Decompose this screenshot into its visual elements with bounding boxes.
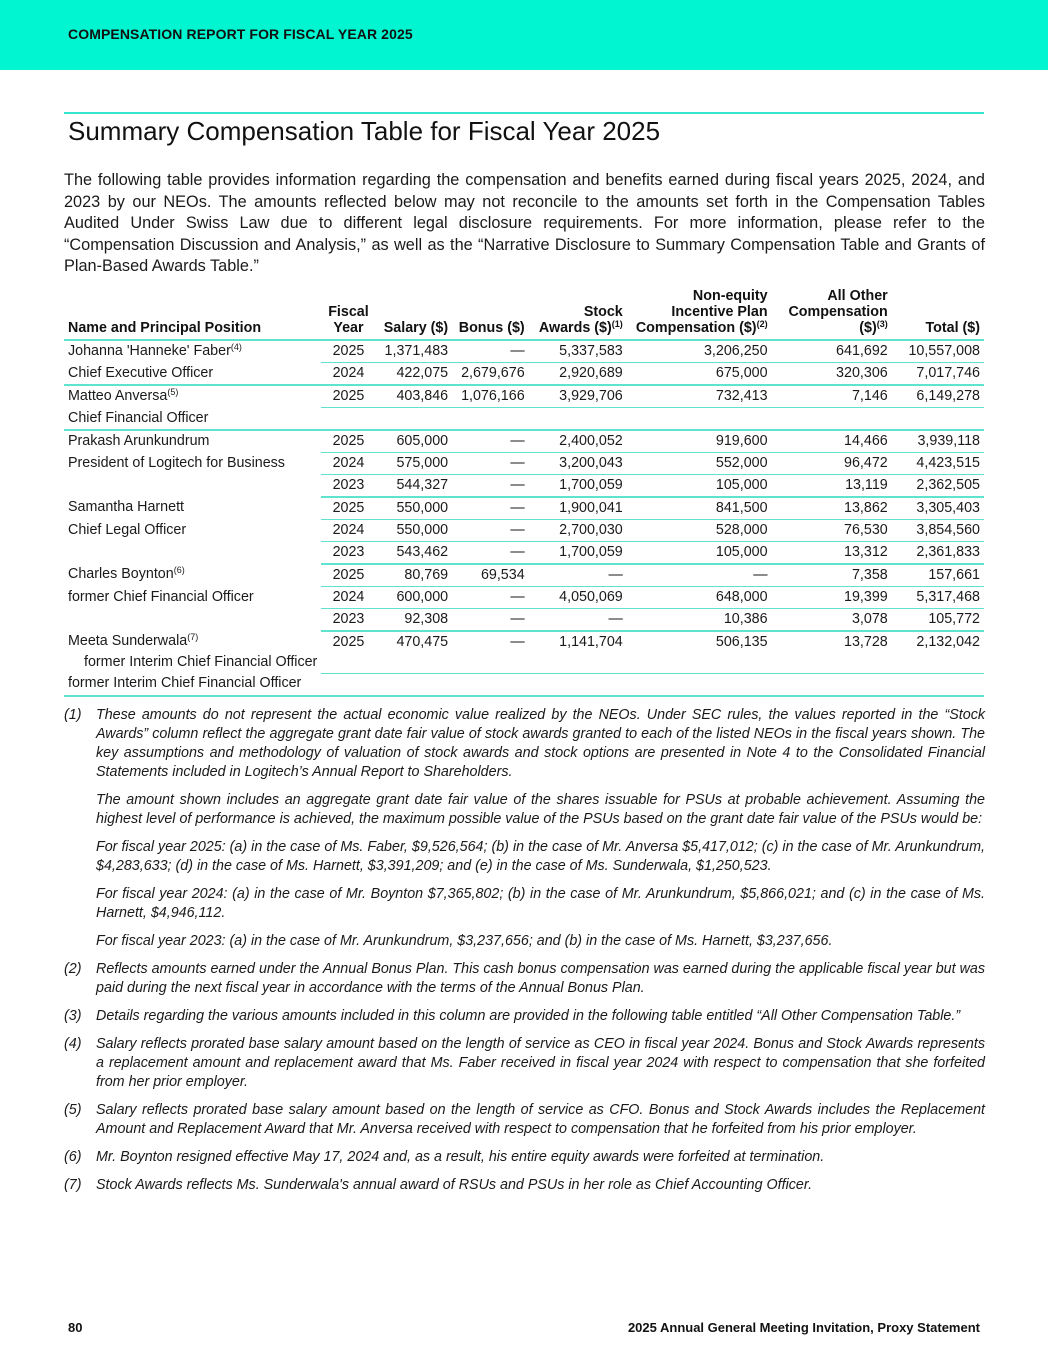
cell-nonequity: 105,000: [627, 542, 772, 565]
cell-nonequity: 732,413: [627, 385, 772, 408]
table-row: [64, 673, 984, 696]
cell-salary: 543,462: [376, 542, 453, 565]
footnote: [64, 1148, 985, 1167]
cell-bonus: 2,679,676: [452, 363, 529, 386]
cell-nonequity: 919,600: [627, 430, 772, 453]
cell-bonus: 1,076,166: [452, 385, 529, 408]
footnote-text: Details regarding the various amounts included in this column are provided in the following table entitled “All Other Compensation Table.”: [96, 1008, 961, 1024]
footnote-text: Stock Awards reflects Ms. Sunderwala's annual award of RSUs and PSUs in her role as Chief Accounting Officer.: [96, 1177, 813, 1193]
cell-stock: 2,920,689: [529, 363, 627, 386]
cell-salary: 80,769: [376, 564, 453, 587]
cell-nonequity: 10,386: [627, 609, 772, 632]
cell-total: 157,661: [892, 564, 984, 587]
cell-stock: 1,900,041: [529, 497, 627, 520]
executive-position: former Chief Financial Officer: [68, 588, 254, 605]
footnote-marker: (5): [64, 1102, 82, 1118]
cell-salary: 550,000: [376, 520, 453, 542]
col-header-name: Name and Principal Position: [64, 288, 321, 340]
cell-bonus: —: [452, 453, 529, 475]
fiscal-year: 2024: [321, 363, 375, 386]
cell-other: [772, 673, 892, 696]
table-row: [64, 497, 984, 520]
cell-nonequity: [627, 673, 772, 696]
executive-name: Charles Boynton$^{(6)}$: [68, 565, 185, 582]
fiscal-year: 2025: [321, 497, 375, 520]
cell-nonequity: 3,206,250: [627, 340, 772, 363]
cell-nonequity: [627, 408, 772, 431]
cell-other: 320,306: [772, 363, 892, 386]
table-row: [64, 340, 984, 363]
cell-other: 14,466: [772, 430, 892, 453]
executive-name: Matteo Anversa$^{(5)}$: [68, 387, 179, 404]
cell-bonus: 69,534: [452, 564, 529, 587]
table-header-row: [64, 288, 984, 340]
executive-name: Meeta Sunderwala$^{(7)}$ former Interim Chief Financial Officer: [64, 631, 321, 673]
table-body: [64, 340, 984, 696]
cell-bonus: —: [452, 542, 529, 565]
footnote-marker: (2): [64, 961, 82, 977]
fiscal-year: 2025: [321, 430, 375, 453]
table-row: [64, 631, 984, 673]
cell-salary: 403,846: [376, 385, 453, 408]
executive-name: Prakash Arunkundrum: [68, 433, 210, 449]
footnote: [64, 1035, 985, 1092]
cell-salary: 575,000: [376, 453, 453, 475]
footnote-paragraph: For fiscal year 2024: (a) in the case of Mr. Boynton $7,365,802; (b) in the case of Mr. Arunkundrum, $5,866,021; and (c) in the case of Ms. Harnett, $4,946,112.: [96, 886, 985, 921]
cell-nonequity: 506,135: [627, 631, 772, 673]
page-title: Summary Compensation Table for Fiscal Year 2025: [68, 116, 661, 146]
footnote: [64, 1101, 985, 1139]
col-header-total: Total ($): [892, 288, 984, 340]
col-header-nonequity: Non-equity Incentive Plan Compensation ($)$^{(2)}$: [627, 288, 772, 340]
footnote-text: These amounts do not represent the actual economic value realized by the NEOs. Under SEC rules, the values reported in the “Stock Awards” column reflect the aggregate grant date fair value of stock awards granted to each of the listed NEOs in the fiscal years shown. The key assumptions and methodology of valuation of stock awards and stock options are presented in Note 4 to the Consolidated Financial Statements included in Logitech’s Annual Report to Shareholders.: [96, 707, 985, 780]
cell-stock: 1,700,059: [529, 475, 627, 498]
cell-stock: —: [529, 564, 627, 587]
executive-name: Johanna 'Hanneke' Faber$^{(4)}$: [68, 342, 242, 359]
cell-other: 13,728: [772, 631, 892, 673]
cell-nonequity: 675,000: [627, 363, 772, 386]
cell-nonequity: 105,000: [627, 475, 772, 498]
banner-title: COMPENSATION REPORT FOR FISCAL YEAR 2025: [68, 26, 413, 42]
cell-other: 3,078: [772, 609, 892, 632]
cell-salary: 544,327: [376, 475, 453, 498]
cell-nonequity: 528,000: [627, 520, 772, 542]
col-header-bonus: Bonus ($): [452, 288, 529, 340]
page-number: 80: [68, 1320, 83, 1335]
fiscal-year: 2024: [321, 587, 375, 609]
fiscal-year: [321, 673, 375, 696]
fiscal-year: 2025: [321, 564, 375, 587]
fiscal-year: 2023: [321, 475, 375, 498]
cell-stock: [529, 673, 627, 696]
cell-stock: 4,050,069: [529, 587, 627, 609]
intro-paragraph: The following table provides information regarding the compensation and benefits earned during fiscal years 2025, 2024, and 2023 by our NEOs. The amounts reflected below may not reconcile to the amounts set forth in the Compensation Tables Audited Under Swiss Law due to different legal disclosure requirements. For more information, please refer to the “Compensation Discussion and Analysis,” as well as the “Narrative Disclosure to Summary Compensation Table and Grants of Plan-Based Awards Table.”: [64, 171, 985, 276]
cell-nonequity: 648,000: [627, 587, 772, 609]
executive-position: Chief Financial Officer: [64, 408, 321, 431]
cell-other: 7,146: [772, 385, 892, 408]
footnote-marker: (3): [64, 1008, 82, 1024]
cell-salary: [376, 673, 453, 696]
cell-stock: 2,400,052: [529, 430, 627, 453]
table-row: [64, 385, 984, 408]
cell-stock: 1,700,059: [529, 542, 627, 565]
cell-bonus: [452, 673, 529, 696]
cell-nonequity: —: [627, 564, 772, 587]
cell-stock: 3,200,043: [529, 453, 627, 475]
cell-bonus: [452, 408, 529, 431]
footnote-text: Salary reflects prorated base salary amount based on the length of service as CFO. Bonus and Stock Awards includes the Replacement Amount and Replacement Award that Mr. Anversa received with respect to compensation that he forfeited from his prior employer.: [96, 1102, 985, 1137]
footnote-text: Reflects amounts earned under the Annual Bonus Plan. This cash bonus compensation was earned during the applicable fiscal year but was paid during the next fiscal year in accordance with the terms of the Annual Bonus Plan.: [96, 961, 985, 996]
footnote: [64, 1176, 985, 1195]
executive-position: President of Logitech for Business: [68, 454, 285, 471]
table-row: [64, 564, 984, 587]
cell-bonus: —: [452, 497, 529, 520]
cell-salary: 600,000: [376, 587, 453, 609]
cell-total: 6,149,278: [892, 385, 984, 408]
footnote-marker: (1): [64, 707, 82, 723]
fiscal-year: 2024: [321, 520, 375, 542]
cell-other: 13,119: [772, 475, 892, 498]
cell-salary: 550,000: [376, 497, 453, 520]
col-header-year: Fiscal Year: [321, 288, 375, 340]
cell-salary: 92,308: [376, 609, 453, 632]
fiscal-year: 2025: [321, 385, 375, 408]
cell-total: 3,854,560: [892, 520, 984, 542]
cell-bonus: —: [452, 430, 529, 453]
fiscal-year: 2023: [321, 609, 375, 632]
footnote-text: Mr. Boynton resigned effective May 17, 2024 and, as a result, his entire equity awards were forfeited at termination.: [96, 1149, 825, 1165]
col-header-other-comp: All Other Compensation ($)$^{(3)}$: [772, 288, 892, 340]
cell-nonequity: 841,500: [627, 497, 772, 520]
footnote: [64, 706, 985, 782]
table-row: [64, 363, 984, 386]
cell-total: [892, 673, 984, 696]
cell-other: [772, 408, 892, 431]
footnote-text: Salary reflects prorated base salary amount based on the length of service as CEO in fiscal year 2024. Bonus and Stock Awards represents a replacement amount and replacement award that Ms. Faber received in fiscal year 2024 with respect to compensation that she forfeited from her prior employer.: [96, 1036, 985, 1090]
col-header-stock-awards: Stock Awards ($)$^{(1)}$: [529, 288, 627, 340]
fiscal-year: 2025: [321, 340, 375, 363]
cell-bonus: —: [452, 587, 529, 609]
table-row: [64, 453, 984, 475]
footer-doc-title: 2025 Annual General Meeting Invitation, Proxy Statement: [627, 1320, 980, 1335]
cell-salary: 422,075: [376, 363, 453, 386]
cell-total: 7,017,746: [892, 363, 984, 386]
fiscal-year: 2025: [321, 631, 375, 673]
cell-bonus: —: [452, 475, 529, 498]
footnotes: [64, 706, 985, 1204]
cell-stock: 1,141,704: [529, 631, 627, 673]
executive-position: former Interim Chief Financial Officer: [84, 654, 318, 670]
cell-stock: —: [529, 609, 627, 632]
executive-position: former Interim Chief Financial Officer: [64, 673, 321, 696]
cell-stock: 2,700,030: [529, 520, 627, 542]
cell-other: 19,399: [772, 587, 892, 609]
cell-other: 7,358: [772, 564, 892, 587]
cell-salary: 470,475: [376, 631, 453, 673]
footnote: [64, 1007, 985, 1026]
cell-stock: 3,929,706: [529, 385, 627, 408]
cell-total: 5,317,468: [892, 587, 984, 609]
title-divider: [64, 112, 984, 114]
cell-total: 2,362,505: [892, 475, 984, 498]
cell-stock: 5,337,583: [529, 340, 627, 363]
executive-position: Chief Legal Officer: [68, 521, 187, 538]
fiscal-year: 2023: [321, 542, 375, 565]
summary-compensation-table: [64, 288, 984, 697]
cell-total: 2,132,042: [892, 631, 984, 673]
cell-total: 10,557,008: [892, 340, 984, 363]
footnote-marker: (4): [64, 1036, 82, 1052]
cell-salary: [376, 408, 453, 431]
fiscal-year: 2024: [321, 453, 375, 475]
cell-other: 76,530: [772, 520, 892, 542]
cell-nonequity: 552,000: [627, 453, 772, 475]
cell-other: 13,312: [772, 542, 892, 565]
fiscal-year: [321, 408, 375, 431]
footnote-paragraph: For fiscal year 2025: (a) in the case of Ms. Faber, $9,526,564; (b) in the case of Mr. Anversa $5,417,012; (c) in the case of Mr. Arunkundrum, $4,283,633; (d) in the case of Ms. Harnett, $3,391,209; and (e) in the case of Ms. Sunderwala, $1,250,523.: [96, 839, 985, 874]
cell-stock: [529, 408, 627, 431]
cell-salary: 605,000: [376, 430, 453, 453]
cell-bonus: —: [452, 609, 529, 632]
footnote: [64, 960, 985, 998]
executive-position: Chief Executive Officer: [64, 363, 321, 386]
cell-total: 3,305,403: [892, 497, 984, 520]
table-row: [64, 520, 984, 542]
cell-other: 13,862: [772, 497, 892, 520]
footnote-paragraph: The amount shown includes an aggregate grant date fair value of the shares issuable for PSUs at probable achievement. Assuming the highest level of performance is achieved, the maximum possible value of the PSUs based on the grant date fair value of the PSUs would be:: [96, 792, 985, 827]
cell-bonus: —: [452, 520, 529, 542]
col-header-salary: Salary ($): [376, 288, 453, 340]
footnote-paragraph: For fiscal year 2023: (a) in the case of Mr. Arunkundrum, $3,237,656; and (b) in the case of Ms. Harnett, $3,237,656.: [96, 933, 833, 949]
cell-total: 105,772: [892, 609, 984, 632]
table-row: [64, 430, 984, 453]
table-row: [64, 587, 984, 609]
executive-name: Samantha Harnett: [68, 499, 185, 515]
cell-other: 641,692: [772, 340, 892, 363]
footnote-marker: (7): [64, 1177, 82, 1193]
cell-bonus: —: [452, 631, 529, 673]
cell-total: 2,361,833: [892, 542, 984, 565]
cell-salary: 1,371,483: [376, 340, 453, 363]
cell-total: [892, 408, 984, 431]
table-row: [64, 408, 984, 431]
cell-other: 96,472: [772, 453, 892, 475]
header-banner: [0, 0, 1048, 70]
cell-total: 4,423,515: [892, 453, 984, 475]
cell-total: 3,939,118: [892, 430, 984, 453]
footnote-marker: (6): [64, 1149, 82, 1165]
cell-bonus: —: [452, 340, 529, 363]
